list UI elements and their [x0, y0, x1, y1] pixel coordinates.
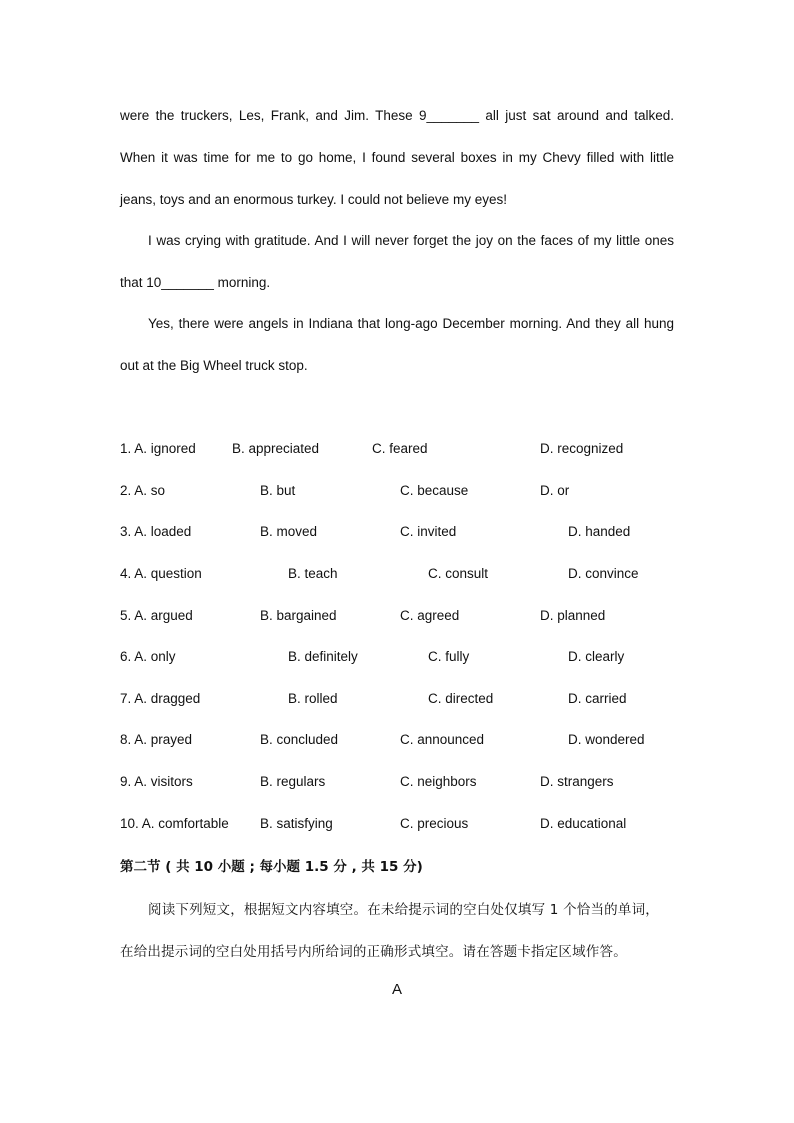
q8-option-c: C. announced	[400, 732, 485, 747]
passage-line-1: were the truckers, Les, Frank, and Jim. These 9_______ all just sat around and talked.	[120, 108, 674, 123]
q10-option-a: 10. A. comfortable	[120, 816, 229, 831]
passage-line-6: Yes, there were angels in Indiana that long-ago December morning. And they all hung	[148, 316, 674, 331]
q2-option-b: B. but	[260, 483, 296, 498]
q10-option-b: B. satisfying	[260, 816, 333, 831]
q8-option-a: 8. A. prayed	[120, 732, 193, 747]
q1-option-d: D. recognized	[540, 441, 624, 456]
q4-option-b: B. teach	[288, 566, 338, 581]
q7-option-a: 7. A. dragged	[120, 691, 201, 706]
instruction-line-2: 在给出提示词的空白处用括号内所给词的正确形式填空。请在答题卡指定区域作答。	[120, 944, 627, 960]
passage-label: A	[391, 981, 402, 998]
q9-option-b: B. regulars	[260, 774, 326, 789]
q3-option-b: B. moved	[260, 524, 318, 539]
q6-option-a: 6. A. only	[120, 649, 176, 664]
q6-option-b: B. definitely	[288, 649, 358, 664]
q4-option-c: C. consult	[428, 566, 489, 581]
passage-line-2: When it was time for me to go home, I found several boxes in my Chevy filled with little	[120, 150, 674, 165]
instruction-line-1: 阅读下列短文，根据短文内容填空。在未给提示词的空白处仅填写 1 个恰当的单词，	[148, 902, 659, 918]
section-heading: 第二节 ( 共 10 小题 ; 每小题 1.5 分 , 共 15 分)	[120, 859, 423, 875]
passage-line-3: jeans, toys and an enormous turkey. I could not believe my eyes!	[120, 192, 507, 207]
passage-line-5: that 10_______ morning.	[120, 275, 271, 290]
q8-option-b: B. concluded	[260, 732, 339, 747]
q5-option-a: 5. A. argued	[120, 608, 193, 623]
q5-option-c: C. agreed	[400, 608, 460, 623]
q7-option-d: D. carried	[568, 691, 627, 706]
q2-option-d: D. or	[540, 483, 570, 498]
q10-option-d: D. educational	[540, 816, 627, 831]
q4-option-a: 4. A. question	[120, 566, 202, 581]
q5-option-d: D. planned	[540, 608, 606, 623]
q3-option-c: C. invited	[400, 524, 457, 539]
q7-option-c: C. directed	[428, 691, 494, 706]
q1-option-a: 1. A. ignored	[120, 441, 196, 456]
passage-line-7: out at the Big Wheel truck stop.	[120, 358, 308, 373]
q4-option-d: D. convince	[568, 566, 639, 581]
q1-option-c: C. feared	[372, 441, 428, 456]
q8-option-d: D. wondered	[568, 732, 645, 747]
q1-option-b: B. appreciated	[232, 441, 320, 456]
q2-option-a: 2. A. so	[120, 483, 166, 498]
passage-line-4: I was crying with gratitude. And I will never forget the joy on the faces of my little ones	[148, 233, 674, 248]
q9-option-d: D. strangers	[540, 774, 614, 789]
q9-option-a: 9. A. visitors	[120, 774, 193, 789]
q2-option-c: C. because	[400, 483, 469, 498]
q5-option-b: B. bargained	[260, 608, 337, 623]
q6-option-d: D. clearly	[568, 649, 625, 664]
q3-option-a: 3. A. loaded	[120, 524, 192, 539]
q6-option-c: C. fully	[428, 649, 470, 664]
q10-option-c: C. precious	[400, 816, 469, 831]
q7-option-b: B. rolled	[288, 691, 338, 706]
q9-option-c: C. neighbors	[400, 774, 477, 789]
q3-option-d: D. handed	[568, 524, 631, 539]
